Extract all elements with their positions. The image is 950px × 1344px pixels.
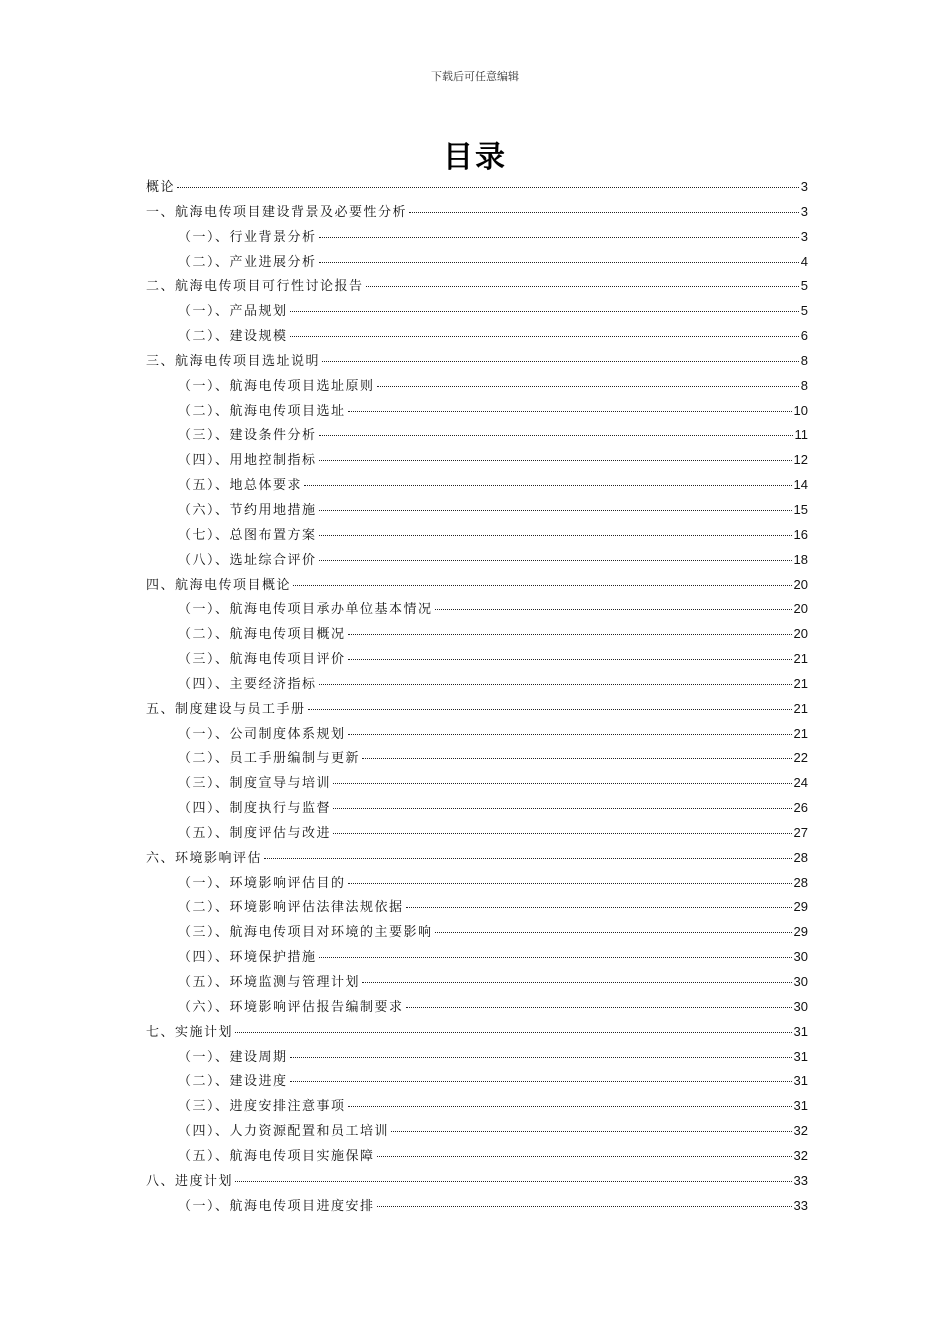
toc-dot-leader bbox=[304, 485, 792, 486]
toc-entry[interactable] bbox=[146, 201, 808, 226]
toc-entry-page-number: 14 bbox=[793, 477, 808, 493]
toc-entry-label: 八、进度计划 bbox=[146, 1173, 234, 1189]
toc-entry-page-number: 31 bbox=[793, 1098, 808, 1114]
toc-entry[interactable] bbox=[146, 921, 808, 946]
toc-entry-page-number: 31 bbox=[793, 1023, 808, 1039]
toc-dot-leader bbox=[177, 187, 799, 188]
toc-entry-page-number: 21 bbox=[793, 651, 808, 667]
toc-entry-label: （二）、产业进展分析 bbox=[178, 254, 317, 270]
toc-entry-page-number: 3 bbox=[800, 179, 808, 194]
toc-entry-label: （四）、用地控制指标 bbox=[178, 453, 317, 469]
toc-entry[interactable] bbox=[146, 1120, 808, 1145]
toc-entry-page-number: 28 bbox=[793, 874, 808, 890]
toc-entry[interactable] bbox=[146, 1145, 808, 1170]
toc-entry-label: （一）、行业背景分析 bbox=[178, 229, 317, 245]
toc-entry[interactable] bbox=[146, 499, 808, 524]
toc-entry-page-number: 33 bbox=[793, 1197, 808, 1213]
toc-entry[interactable] bbox=[146, 350, 808, 375]
toc-entry[interactable] bbox=[146, 698, 808, 723]
toc-dot-leader bbox=[319, 535, 792, 536]
toc-entry-label: （三）、航海电传项目评价 bbox=[178, 652, 346, 668]
toc-dot-leader bbox=[362, 982, 792, 983]
toc-entry-page-number: 26 bbox=[793, 800, 808, 816]
toc-entry-page-number: 28 bbox=[793, 849, 808, 865]
toc-entry[interactable] bbox=[146, 1070, 808, 1095]
toc-entry-page-number: 11 bbox=[794, 427, 808, 443]
toc-entry-label: （四）、环境保护措施 bbox=[178, 950, 317, 966]
toc-entry[interactable] bbox=[146, 1170, 808, 1195]
toc-dot-leader bbox=[290, 1081, 792, 1082]
toc-entry-label: （四）、人力资源配置和员工培训 bbox=[178, 1124, 390, 1140]
toc-entry[interactable] bbox=[146, 226, 808, 251]
toc-entry[interactable] bbox=[146, 648, 808, 673]
toc-entry-page-number: 30 bbox=[793, 998, 808, 1014]
toc-dot-leader bbox=[235, 1032, 792, 1033]
toc-entry[interactable] bbox=[146, 300, 808, 325]
toc-entry[interactable] bbox=[146, 400, 808, 425]
toc-entry-page-number: 27 bbox=[793, 824, 808, 840]
toc-dot-leader bbox=[319, 510, 792, 511]
toc-entry-label: （三）、进度安排注意事项 bbox=[178, 1099, 346, 1115]
toc-dot-leader bbox=[409, 212, 799, 213]
toc-entry-label: （三）、制度宣导与培训 bbox=[178, 776, 332, 792]
toc-entry[interactable] bbox=[146, 251, 808, 276]
toc-entry[interactable] bbox=[146, 1095, 808, 1120]
toc-dot-leader bbox=[293, 585, 792, 586]
toc-entry[interactable] bbox=[146, 449, 808, 474]
toc-entry[interactable] bbox=[146, 772, 808, 797]
toc-entry-page-number: 20 bbox=[793, 576, 808, 592]
toc-entry-label: （一）、公司制度体系规划 bbox=[178, 726, 346, 742]
toc-dot-leader bbox=[391, 1131, 792, 1132]
toc-entry[interactable] bbox=[146, 424, 808, 449]
toc-entry-label: 二、航海电传项目可行性讨论报告 bbox=[146, 279, 364, 295]
toc-dot-leader bbox=[348, 659, 792, 660]
toc-entry[interactable] bbox=[146, 673, 808, 698]
toc-dot-leader bbox=[290, 311, 799, 312]
toc-dot-leader bbox=[290, 336, 799, 337]
toc-dot-leader bbox=[377, 1206, 792, 1207]
toc-entry-label: （五）、环境监测与管理计划 bbox=[178, 975, 361, 990]
toc-entry-label: （三）、建设条件分析 bbox=[178, 428, 317, 444]
toc-list bbox=[146, 176, 808, 1219]
toc-entry-label: （六）、节约用地措施 bbox=[178, 502, 317, 518]
toc-entry[interactable] bbox=[146, 896, 808, 921]
toc-entry[interactable] bbox=[146, 474, 808, 499]
toc-title: 目录 bbox=[443, 140, 507, 175]
toc-entry-label: （二）、环境影响评估法律法规依据 bbox=[178, 900, 404, 916]
toc-entry-label: （二）、航海电传项目选址 bbox=[178, 403, 346, 419]
toc-entry-label: （二）、建设进度 bbox=[178, 1074, 288, 1090]
toc-entry-page-number: 3 bbox=[800, 203, 808, 219]
toc-dot-leader bbox=[333, 783, 792, 784]
toc-entry-label: （三）、航海电传项目对环境的主要影响 bbox=[178, 925, 433, 941]
toc-entry[interactable] bbox=[146, 747, 808, 772]
toc-entry-label: （一）、航海电传项目选址原则 bbox=[178, 378, 375, 394]
toc-dot-leader bbox=[406, 1007, 792, 1008]
toc-entry-label: 七、实施计划 bbox=[146, 1024, 234, 1040]
toc-dot-leader bbox=[235, 1181, 792, 1182]
toc-entry-label: （一）、航海电传项目承办单位基本情况 bbox=[178, 602, 433, 618]
toc-entry-label: （五）、地总体要求 bbox=[178, 478, 303, 494]
toc-entry-page-number: 21 bbox=[793, 675, 808, 691]
toc-entry-label: （一）、环境影响评估目的 bbox=[178, 875, 346, 891]
toc-entry-label: （五）、航海电传项目实施保障 bbox=[178, 1148, 375, 1164]
toc-dot-leader bbox=[348, 883, 792, 884]
toc-entry-page-number: 21 bbox=[793, 700, 808, 716]
toc-entry-label: （八）、选址综合评价 bbox=[178, 552, 317, 568]
toc-entry-label: 三、航海电传项目选址说明 bbox=[146, 353, 321, 369]
toc-entry-page-number: 16 bbox=[793, 526, 808, 542]
toc-dot-leader bbox=[377, 386, 799, 387]
toc-entry[interactable] bbox=[146, 549, 808, 574]
toc-entry-label: （七）、总图布置方案 bbox=[178, 527, 317, 543]
toc-entry[interactable] bbox=[146, 723, 808, 748]
toc-entry-page-number: 29 bbox=[793, 899, 808, 915]
toc-entry-page-number: 15 bbox=[793, 501, 808, 517]
toc-entry[interactable] bbox=[146, 176, 808, 201]
toc-dot-leader bbox=[366, 286, 799, 287]
toc-entry[interactable] bbox=[146, 623, 808, 648]
toc-entry-page-number: 5 bbox=[800, 278, 808, 294]
toc-dot-leader bbox=[322, 361, 799, 362]
toc-dot-leader bbox=[348, 634, 792, 635]
toc-entry-label: 概论 bbox=[146, 180, 176, 195]
toc-entry-label: （四）、制度执行与监督 bbox=[178, 801, 332, 817]
toc-entry-page-number: 24 bbox=[793, 775, 808, 791]
toc-dot-leader bbox=[362, 758, 792, 759]
toc-entry-page-number: 6 bbox=[800, 328, 808, 344]
toc-entry[interactable] bbox=[146, 325, 808, 350]
toc-dot-leader bbox=[406, 907, 792, 908]
toc-dot-leader bbox=[319, 957, 792, 958]
toc-entry[interactable] bbox=[146, 872, 808, 897]
toc-dot-leader bbox=[435, 932, 792, 933]
toc-entry-label: 五、制度建设与员工手册 bbox=[146, 701, 306, 717]
toc-entry-page-number: 30 bbox=[793, 949, 808, 965]
toc-entry[interactable] bbox=[146, 797, 808, 822]
toc-dot-leader bbox=[308, 709, 792, 710]
toc-entry-page-number: 31 bbox=[793, 1073, 808, 1089]
toc-entry-label: （六）、环境影响评估报告编制要求 bbox=[178, 999, 404, 1015]
toc-dot-leader bbox=[435, 609, 792, 610]
toc-entry-label: （二）、员工手册编制与更新 bbox=[178, 751, 361, 767]
toc-entry[interactable] bbox=[146, 847, 808, 872]
toc-entry-page-number: 21 bbox=[793, 725, 808, 741]
toc-dot-leader bbox=[319, 684, 792, 685]
toc-entry-page-number: 29 bbox=[793, 924, 808, 940]
toc-entry-page-number: 8 bbox=[800, 352, 808, 368]
toc-dot-leader bbox=[348, 411, 792, 412]
toc-entry-page-number: 32 bbox=[793, 1123, 808, 1139]
toc-entry-page-number: 12 bbox=[793, 452, 808, 468]
toc-dot-leader bbox=[348, 734, 792, 735]
toc-dot-leader bbox=[264, 858, 792, 859]
toc-entry-label: （一）、航海电传项目进度安排 bbox=[178, 1198, 375, 1214]
toc-dot-leader bbox=[319, 460, 792, 461]
toc-dot-leader bbox=[333, 833, 792, 834]
toc-dot-leader bbox=[319, 262, 799, 263]
toc-entry[interactable] bbox=[146, 524, 808, 549]
toc-entry[interactable] bbox=[146, 996, 808, 1021]
toc-entry-label: 四、航海电传项目概论 bbox=[146, 577, 292, 593]
header-note: 下载后可任意编辑 bbox=[431, 70, 519, 83]
toc-entry-label: 一、航海电传项目建设背景及必要性分析 bbox=[146, 204, 408, 220]
toc-entry[interactable] bbox=[146, 971, 808, 996]
toc-dot-leader bbox=[290, 1057, 792, 1058]
toc-entry-label: （五）、制度评估与改进 bbox=[178, 825, 332, 841]
toc-entry-page-number: 32 bbox=[793, 1147, 808, 1163]
toc-dot-leader bbox=[333, 808, 792, 809]
toc-entry[interactable] bbox=[146, 598, 808, 623]
toc-entry-page-number: 20 bbox=[793, 626, 808, 642]
toc-entry[interactable] bbox=[146, 1046, 808, 1071]
toc-entry-page-number: 4 bbox=[800, 253, 808, 269]
toc-entry-label: （四）、主要经济指标 bbox=[178, 676, 317, 692]
toc-entry-page-number: 33 bbox=[793, 1172, 808, 1188]
toc-entry-page-number: 18 bbox=[793, 551, 808, 567]
toc-dot-leader bbox=[319, 237, 799, 238]
toc-entry-label: （一）、产品规划 bbox=[178, 304, 288, 320]
toc-dot-leader bbox=[319, 435, 793, 436]
toc-entry-label: 六、环境影响评估 bbox=[146, 850, 263, 866]
toc-entry-label: （二）、建设规模 bbox=[178, 329, 288, 345]
toc-entry-label: （二）、航海电传项目概况 bbox=[178, 627, 346, 643]
toc-entry[interactable] bbox=[146, 822, 808, 847]
toc-dot-leader bbox=[377, 1156, 792, 1157]
toc-entry-label: （一）、建设周期 bbox=[178, 1049, 288, 1065]
toc-entry-page-number: 8 bbox=[800, 377, 808, 393]
toc-dot-leader bbox=[319, 560, 792, 561]
toc-entry-page-number: 20 bbox=[793, 601, 808, 617]
toc-entry[interactable] bbox=[146, 574, 808, 599]
toc-entry-page-number: 22 bbox=[793, 750, 808, 766]
toc-entry[interactable] bbox=[146, 1195, 808, 1220]
toc-entry-page-number: 30 bbox=[793, 974, 808, 989]
toc-dot-leader bbox=[348, 1106, 792, 1107]
toc-entry[interactable] bbox=[146, 946, 808, 971]
toc-entry-page-number: 10 bbox=[793, 402, 808, 418]
toc-entry[interactable] bbox=[146, 275, 808, 300]
toc-entry[interactable] bbox=[146, 375, 808, 400]
toc-entry-page-number: 31 bbox=[793, 1048, 808, 1064]
toc-entry-page-number: 3 bbox=[800, 228, 808, 244]
toc-entry[interactable] bbox=[146, 1021, 808, 1046]
toc-entry-page-number: 5 bbox=[800, 303, 808, 319]
